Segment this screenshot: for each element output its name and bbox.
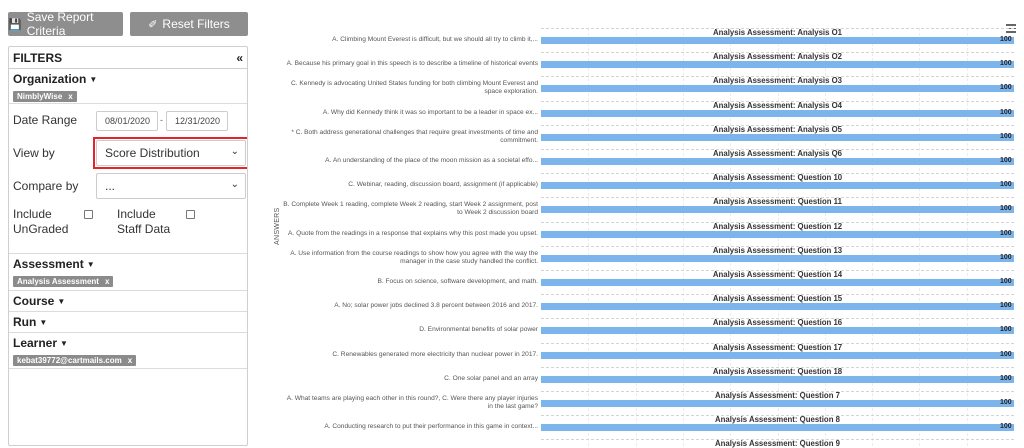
- question-title: Analysis Assessment: Question 9: [715, 439, 840, 448]
- answer-label: A. No; solar power jobs declined 3.8 percent between 2016 and 2017.: [334, 302, 538, 310]
- course-dropdown[interactable]: [13, 294, 243, 308]
- bar[interactable]: [541, 134, 1014, 141]
- learner-dropdown[interactable]: [13, 336, 243, 350]
- bar[interactable]: [541, 400, 1014, 407]
- save-report-criteria-button[interactable]: [8, 12, 123, 36]
- view-by-value: Score Distribution: [105, 146, 200, 160]
- data-label: 100: [1000, 132, 1012, 140]
- include-staff-checkbox[interactable]: [186, 210, 195, 219]
- learner-section: [9, 333, 247, 369]
- assessment-dropdown[interactable]: [13, 257, 243, 271]
- bar[interactable]: [541, 327, 1014, 334]
- include-staff-line2: Staff Data: [117, 222, 171, 236]
- answer-label: C. Kennedy is advocating United States funding for both climbing Mount Everest and space exploration.: [290, 80, 538, 96]
- filters-title: FILTERS: [13, 50, 63, 65]
- data-label: 100: [1000, 84, 1012, 92]
- data-label: 100: [1000, 60, 1012, 68]
- data-label: 100: [1000, 108, 1012, 116]
- answer-label: C. Webinar, reading, discussion board, assignment (if applicable): [348, 181, 538, 189]
- question-title: Analysis Assessment: Analysis O5: [713, 124, 842, 134]
- answer-label: D. Environmental benefits of solar power: [419, 326, 538, 334]
- answer-label: A. Climbing Mount Everest is difficult, but we should all try to climb it,...: [332, 36, 538, 43]
- reset-button-label: Reset Filters: [162, 17, 230, 31]
- answer-label: C. Renewables generated more electricity than nuclear power in 2017.: [332, 350, 538, 358]
- data-label: 100: [1000, 36, 1012, 43]
- question-title: Analysis Assessment: Question 14: [712, 270, 843, 279]
- remove-tag-icon[interactable]: x: [68, 92, 73, 101]
- data-label: 100: [1000, 399, 1012, 406]
- data-label: 100: [1000, 423, 1012, 431]
- bar[interactable]: [541, 61, 1014, 68]
- remove-tag-icon[interactable]: x: [104, 277, 110, 286]
- data-label: 100: [1000, 157, 1012, 164]
- data-label: 100: [1000, 350, 1012, 358]
- data-label: 100: [1000, 181, 1012, 189]
- date-range-label: Date Range: [13, 113, 78, 127]
- answer-label: A. Use information from the course readings to show how you agree with the way the manager in the case study handled the conflict.: [290, 249, 538, 265]
- include-staff-label: [117, 207, 170, 237]
- caret-down-icon: ▼: [39, 318, 48, 327]
- y-axis-title: ANSWERS: [274, 207, 281, 245]
- bar[interactable]: [541, 85, 1014, 92]
- run-dropdown[interactable]: [13, 315, 243, 329]
- assessment-section: [9, 254, 247, 291]
- answer-label: A. Why did Kennedy think it was so important to be a leader in space ex...: [322, 108, 538, 116]
- answer-label: A. Quote from the readings in a response that explains why this post made you upset.: [288, 229, 538, 237]
- eraser-icon: ✐: [148, 18, 158, 31]
- data-label: 100: [1000, 326, 1012, 334]
- organization-dropdown[interactable]: [13, 72, 243, 86]
- question-title: Analysis Assessment: Analysis O4: [713, 100, 842, 110]
- bar[interactable]: [541, 37, 1014, 44]
- assessment-label: Assessment: [13, 257, 84, 271]
- course-section: [9, 291, 247, 312]
- bar[interactable]: [541, 352, 1014, 359]
- question-title: Analysis Assessment: Question 16: [712, 318, 843, 328]
- reset-filters-button[interactable]: [130, 12, 248, 36]
- data-label: 100: [1000, 205, 1012, 213]
- answer-label: A. An understanding of the place of the moon mission as a societal effo...: [325, 157, 538, 164]
- include-ungraded-label: [13, 207, 68, 237]
- bar[interactable]: [541, 182, 1014, 189]
- bar[interactable]: [541, 110, 1014, 117]
- score-distribution-chart: [274, 20, 1024, 448]
- caret-down-icon: ▼: [86, 260, 95, 269]
- bar[interactable]: [541, 231, 1014, 238]
- chevron-down-icon: ⌄: [230, 146, 239, 157]
- question-title: Analysis Assessment: Question 13: [712, 245, 843, 255]
- learner-tag: [13, 355, 136, 366]
- run-label: Run: [13, 315, 37, 329]
- include-ungraded-line2: UnGraded: [13, 222, 69, 236]
- question-title: Analysis Assessment: Analysis O2: [713, 52, 842, 62]
- question-title: Analysis Assessment: Question 11: [713, 197, 842, 207]
- save-button-label: Save Report Criteria: [26, 10, 94, 38]
- assessment-tag-label: Analysis Assessment: [17, 277, 99, 286]
- question-title: Analysis Assessment: Question 7: [715, 391, 840, 400]
- bar[interactable]: [541, 255, 1014, 262]
- bar[interactable]: [541, 279, 1014, 286]
- data-label: 100: [1000, 278, 1012, 285]
- collapse-icon[interactable]: «: [236, 50, 243, 65]
- question-title: Analysis Assessment: Analysis Q6: [713, 149, 842, 158]
- start-date-input[interactable]: [96, 111, 158, 131]
- answer-label: * C. Both address generational challenges that require great investments of time and commitment.: [291, 128, 538, 144]
- remove-tag-icon[interactable]: x: [127, 356, 133, 365]
- course-label: Course: [13, 294, 55, 308]
- bar[interactable]: [541, 303, 1014, 310]
- end-date-value: 12/31/2020: [175, 116, 221, 126]
- learner-tag-label: kebat39772@cartmails.com: [17, 356, 122, 365]
- bar[interactable]: [541, 158, 1014, 165]
- caret-down-icon: ▼: [57, 297, 66, 306]
- organization-section: [9, 69, 247, 104]
- organization-label: Organization: [13, 72, 87, 86]
- chevron-down-icon: ⌄: [230, 179, 239, 190]
- end-date-input[interactable]: [166, 111, 228, 131]
- run-section: [9, 312, 247, 333]
- organization-tag: [13, 91, 77, 102]
- question-title: Analysis Assessment: Analysis O1: [713, 28, 842, 37]
- assessment-tag: [13, 276, 113, 287]
- question-title: Analysis Assessment: Analysis O3: [713, 76, 842, 86]
- include-staff-line1: Include: [117, 207, 156, 221]
- caret-down-icon: ▼: [89, 75, 98, 84]
- data-label: 100: [1000, 253, 1012, 261]
- toolbar: [8, 12, 248, 36]
- bar[interactable]: [541, 206, 1014, 213]
- highlight-box: [93, 137, 248, 169]
- answer-label: B. Focus on science, software development, and math.: [377, 278, 538, 285]
- filters-panel: [8, 46, 248, 446]
- organization-tag-label: NimblyWise: [17, 92, 63, 101]
- question-title: Analysis Assessment: Question 15: [712, 294, 843, 304]
- start-date-value: 08/01/2020: [105, 116, 151, 126]
- question-title: Analysis Assessment: Question 12: [712, 221, 843, 231]
- answer-label: A. What teams are playing each other in this round?, C. Were there any player injuries in the last game?: [286, 395, 538, 410]
- question-title: Analysis Assessment: Question 10: [712, 173, 843, 183]
- data-label: 100: [1000, 229, 1012, 237]
- learner-label: Learner: [13, 336, 58, 350]
- answer-label: A. Because his primary goal in this speech is to describe a timeline of historical events: [286, 60, 538, 68]
- answer-label: B. Complete Week 1 reading, complete Week 2 reading, start Week 2 assignment, post to Week 2 discussion board: [283, 201, 538, 217]
- question-title: Analysis Assessment: Question 18: [712, 366, 843, 376]
- data-label: 100: [1000, 302, 1012, 310]
- bar[interactable]: [541, 424, 1014, 431]
- view-by-label: View by: [13, 146, 55, 160]
- include-ungraded-line1: Include: [13, 207, 52, 221]
- answer-label: C. One solar panel and an array: [444, 374, 538, 382]
- answer-label: A. Conducting research to put their performance in this game in context...: [324, 423, 538, 431]
- save-icon: 💾: [8, 18, 22, 31]
- data-label: 100: [1000, 374, 1012, 382]
- compare-by-value: ...: [105, 179, 116, 193]
- include-ungraded-checkbox[interactable]: [84, 210, 93, 219]
- date-range-separator: -: [160, 115, 163, 125]
- caret-down-icon: ▼: [60, 339, 68, 348]
- question-title: Analysis Assessment: Question 17: [712, 342, 843, 352]
- filters-header: [9, 47, 247, 69]
- bar[interactable]: [541, 376, 1014, 383]
- compare-by-label: Compare by: [13, 179, 79, 193]
- compare-by-select[interactable]: [96, 173, 246, 199]
- question-title: Analysis Assessment: Question 8: [715, 415, 840, 425]
